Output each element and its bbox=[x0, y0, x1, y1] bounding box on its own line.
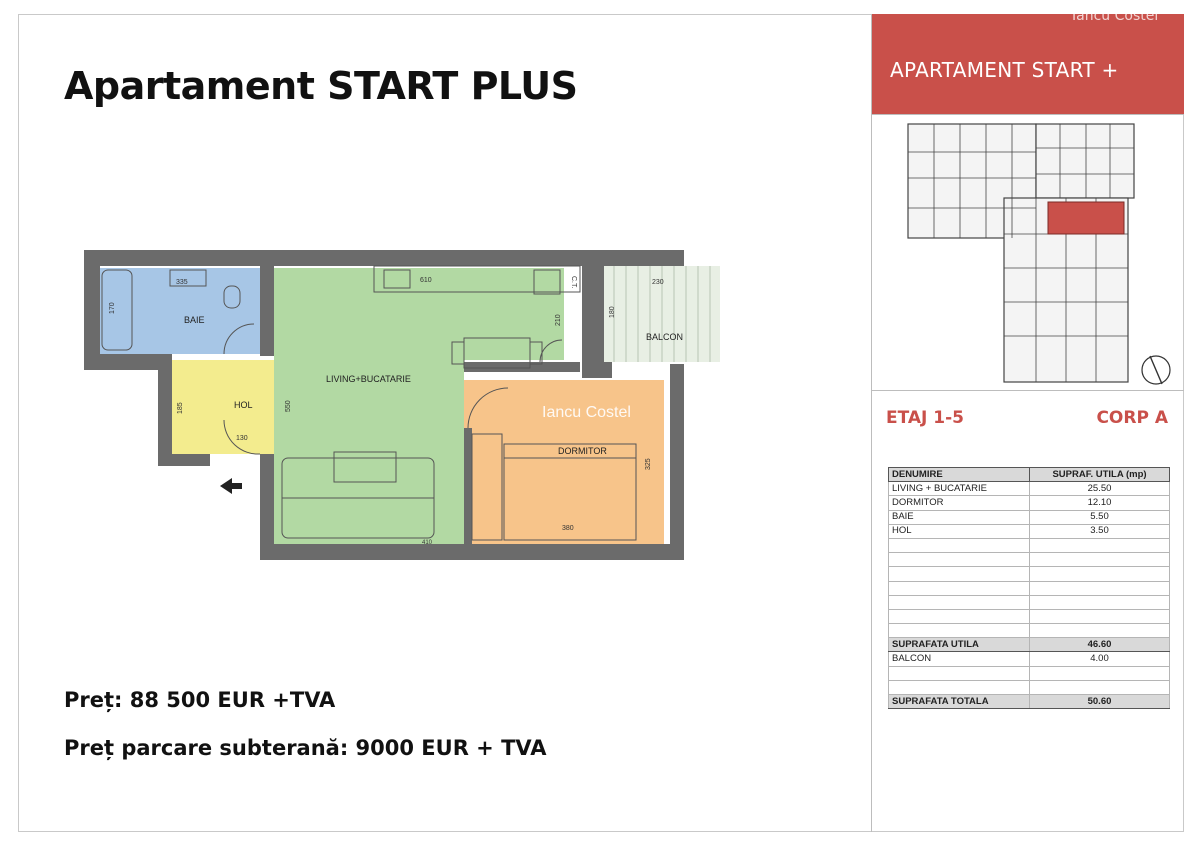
grand-total-label: SUPRAFATA TOTALA bbox=[889, 695, 1030, 709]
panel-header-title: APARTAMENT START + bbox=[890, 58, 1119, 82]
dim-kitchen-depth: 210 bbox=[555, 314, 562, 326]
dim-kitchen: 610 bbox=[420, 277, 432, 284]
panel-header bbox=[872, 14, 1184, 114]
room-hol bbox=[172, 360, 274, 454]
empty-row bbox=[889, 595, 1170, 609]
parking-price-text: Preț parcare subterană: 9000 EUR + TVA bbox=[64, 736, 547, 760]
room-label-baie: BAIE bbox=[184, 315, 205, 325]
dim-balcon-depth: 180 bbox=[609, 306, 616, 318]
dim-balcon-width: 230 bbox=[652, 279, 664, 286]
table-row bbox=[889, 482, 1170, 496]
room-label-dormitor: DORMITOR bbox=[558, 446, 607, 456]
dim-hol-height: 185 bbox=[177, 402, 184, 414]
row-area: 3.50 bbox=[1030, 524, 1170, 538]
usable-total-row bbox=[889, 638, 1170, 652]
panel-divider-middle bbox=[872, 390, 1184, 391]
row-name: DORMITOR bbox=[889, 496, 1030, 510]
dim-bath-tub: 170 bbox=[109, 302, 116, 314]
room-label-balcon: BALCON bbox=[646, 332, 684, 342]
usable-total-label: SUPRAFATA UTILA bbox=[889, 638, 1030, 652]
row-name: LIVING + BUCATARIE bbox=[889, 482, 1030, 496]
panel-divider-top bbox=[872, 114, 1184, 115]
row-name: BAIE bbox=[889, 510, 1030, 524]
empty-row bbox=[889, 680, 1170, 694]
usable-total-value: 46.60 bbox=[1030, 638, 1170, 652]
table-row bbox=[889, 496, 1170, 510]
dim-bath-width: 335 bbox=[176, 279, 188, 286]
grand-total-row bbox=[889, 695, 1170, 709]
grand-total-value: 50.60 bbox=[1030, 695, 1170, 709]
row-area: 12.10 bbox=[1030, 496, 1170, 510]
area-table-header bbox=[889, 468, 1170, 482]
dim-dorm-height: 325 bbox=[645, 458, 652, 470]
north-arrow-icon bbox=[1142, 356, 1170, 384]
price-text: Preț: 88 500 EUR +TVA bbox=[64, 688, 336, 712]
table-row bbox=[889, 510, 1170, 524]
watermark-center: Iancu Costel bbox=[542, 404, 631, 421]
balcony-value: 4.00 bbox=[1030, 652, 1170, 666]
empty-row bbox=[889, 609, 1170, 623]
room-label-hol: HOL bbox=[234, 400, 253, 410]
empty-row bbox=[889, 666, 1170, 680]
entrance-arrow-icon bbox=[220, 478, 242, 494]
highlighted-apartment bbox=[1048, 202, 1124, 234]
empty-row bbox=[889, 538, 1170, 552]
block-label: CORP A bbox=[1096, 408, 1168, 428]
row-area: 5.50 bbox=[1030, 510, 1170, 524]
label-ct: C.T. bbox=[570, 276, 577, 289]
page-title: Apartament START PLUS bbox=[64, 64, 578, 108]
room-label-living: LIVING+BUCATARIE bbox=[326, 374, 411, 384]
empty-row bbox=[889, 567, 1170, 581]
dim-living-height: 550 bbox=[285, 400, 292, 412]
row-name: HOL bbox=[889, 524, 1030, 538]
empty-row bbox=[889, 553, 1170, 567]
room-living-kitchen bbox=[374, 268, 564, 360]
dim-hol-width: 130 bbox=[236, 435, 248, 442]
area-table bbox=[888, 467, 1170, 709]
floor-label: ETAJ 1-5 bbox=[886, 408, 965, 428]
balcony-label: BALCON bbox=[889, 652, 1030, 666]
col-header-area: SUPRAF. UTILA (mp) bbox=[1030, 468, 1170, 482]
dim-dorm-width: 380 bbox=[562, 525, 574, 532]
building-floor-plan bbox=[900, 118, 1176, 388]
dim-living-width: 410 bbox=[422, 540, 433, 546]
empty-row bbox=[889, 581, 1170, 595]
row-area: 25.50 bbox=[1030, 482, 1170, 496]
empty-row bbox=[889, 624, 1170, 638]
table-row bbox=[889, 524, 1170, 538]
watermark-top: Iancu Costel bbox=[1072, 8, 1159, 24]
balcony-row bbox=[889, 652, 1170, 666]
col-header-name: DENUMIRE bbox=[889, 468, 1030, 482]
